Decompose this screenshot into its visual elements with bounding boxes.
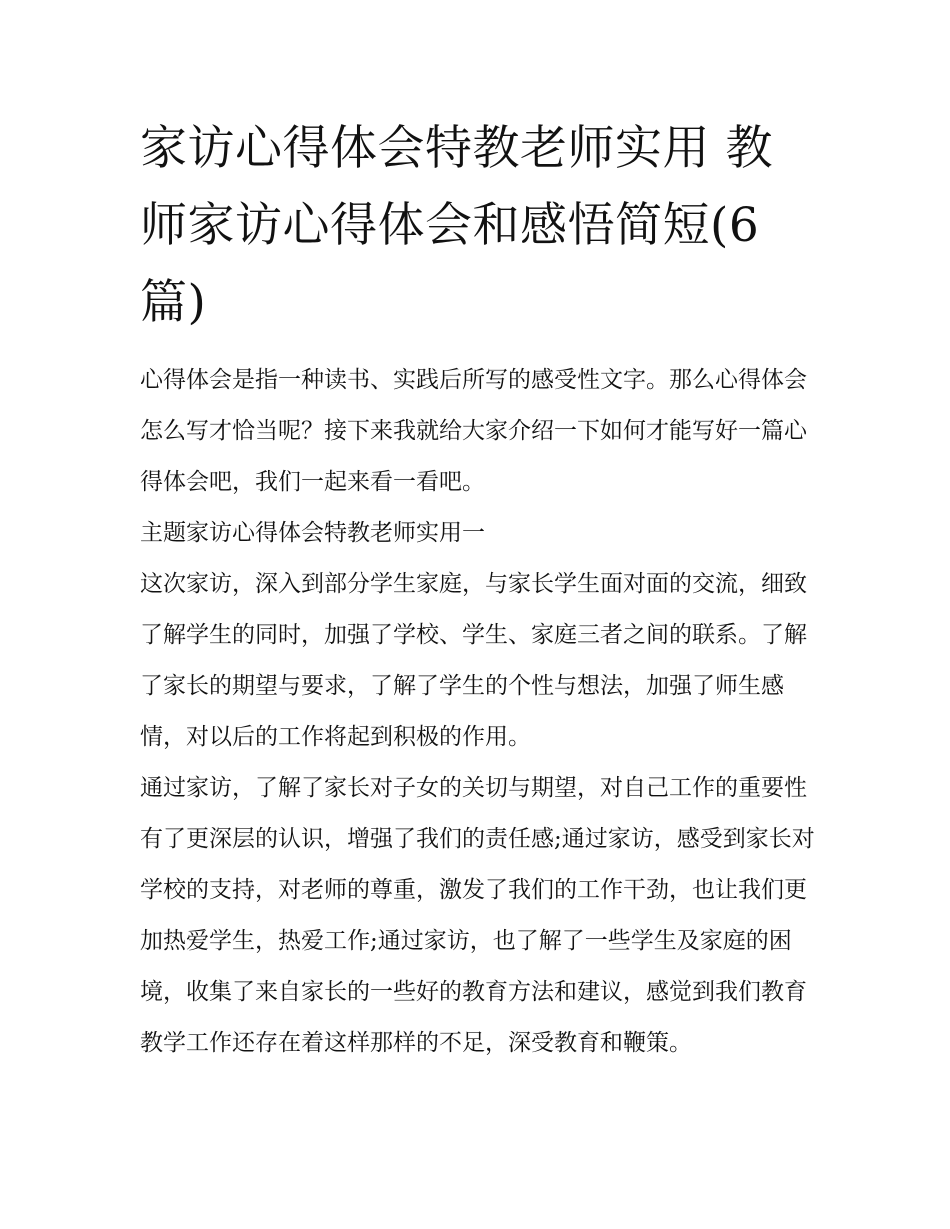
intro-paragraph: 心得体会是指一种读书、实践后所写的感受性文字。那么心得体会怎么写才恰当呢？接下来我就给大家介绍一下如何才能写好一篇心得体会吧，我们一起来看一看吧。 — [140, 367, 807, 495]
section-heading: 主题家访心得体会特教老师实用一 — [140, 520, 485, 546]
body-paragraph-1: 这次家访，深入到部分学生家庭，与家长学生面对面的交流，细致了解学生的同时，加强了学校、学生、家庭三者之间的联系。了解了家长的期望与要求，了解了学生的个性与想法，加强了师生感情，对以后的工作将起到积极的作用。 — [140, 571, 807, 750]
document-title: 家访心得体会特教老师实用 教师家访心得体会和感悟简短(6篇) — [140, 121, 773, 330]
document-page — [140, 110, 820, 1069]
body-paragraph-2: 通过家访，了解了家长对子女的关切与期望，对自己工作的重要性有了更深层的认识，增强了我们的责任感;通过家访，感受到家长对学校的支持，对老师的尊重，激发了我们的工作干劲，也让我们更加热爱学生，热爱工作;通过家访，也了解了一些学生及家庭的困境，收集了来自家长的一些好的教育方法和建议，感觉到我们教育教学工作还存在着这样那样的不足，深受教育和鞭策。 — [140, 775, 815, 1056]
